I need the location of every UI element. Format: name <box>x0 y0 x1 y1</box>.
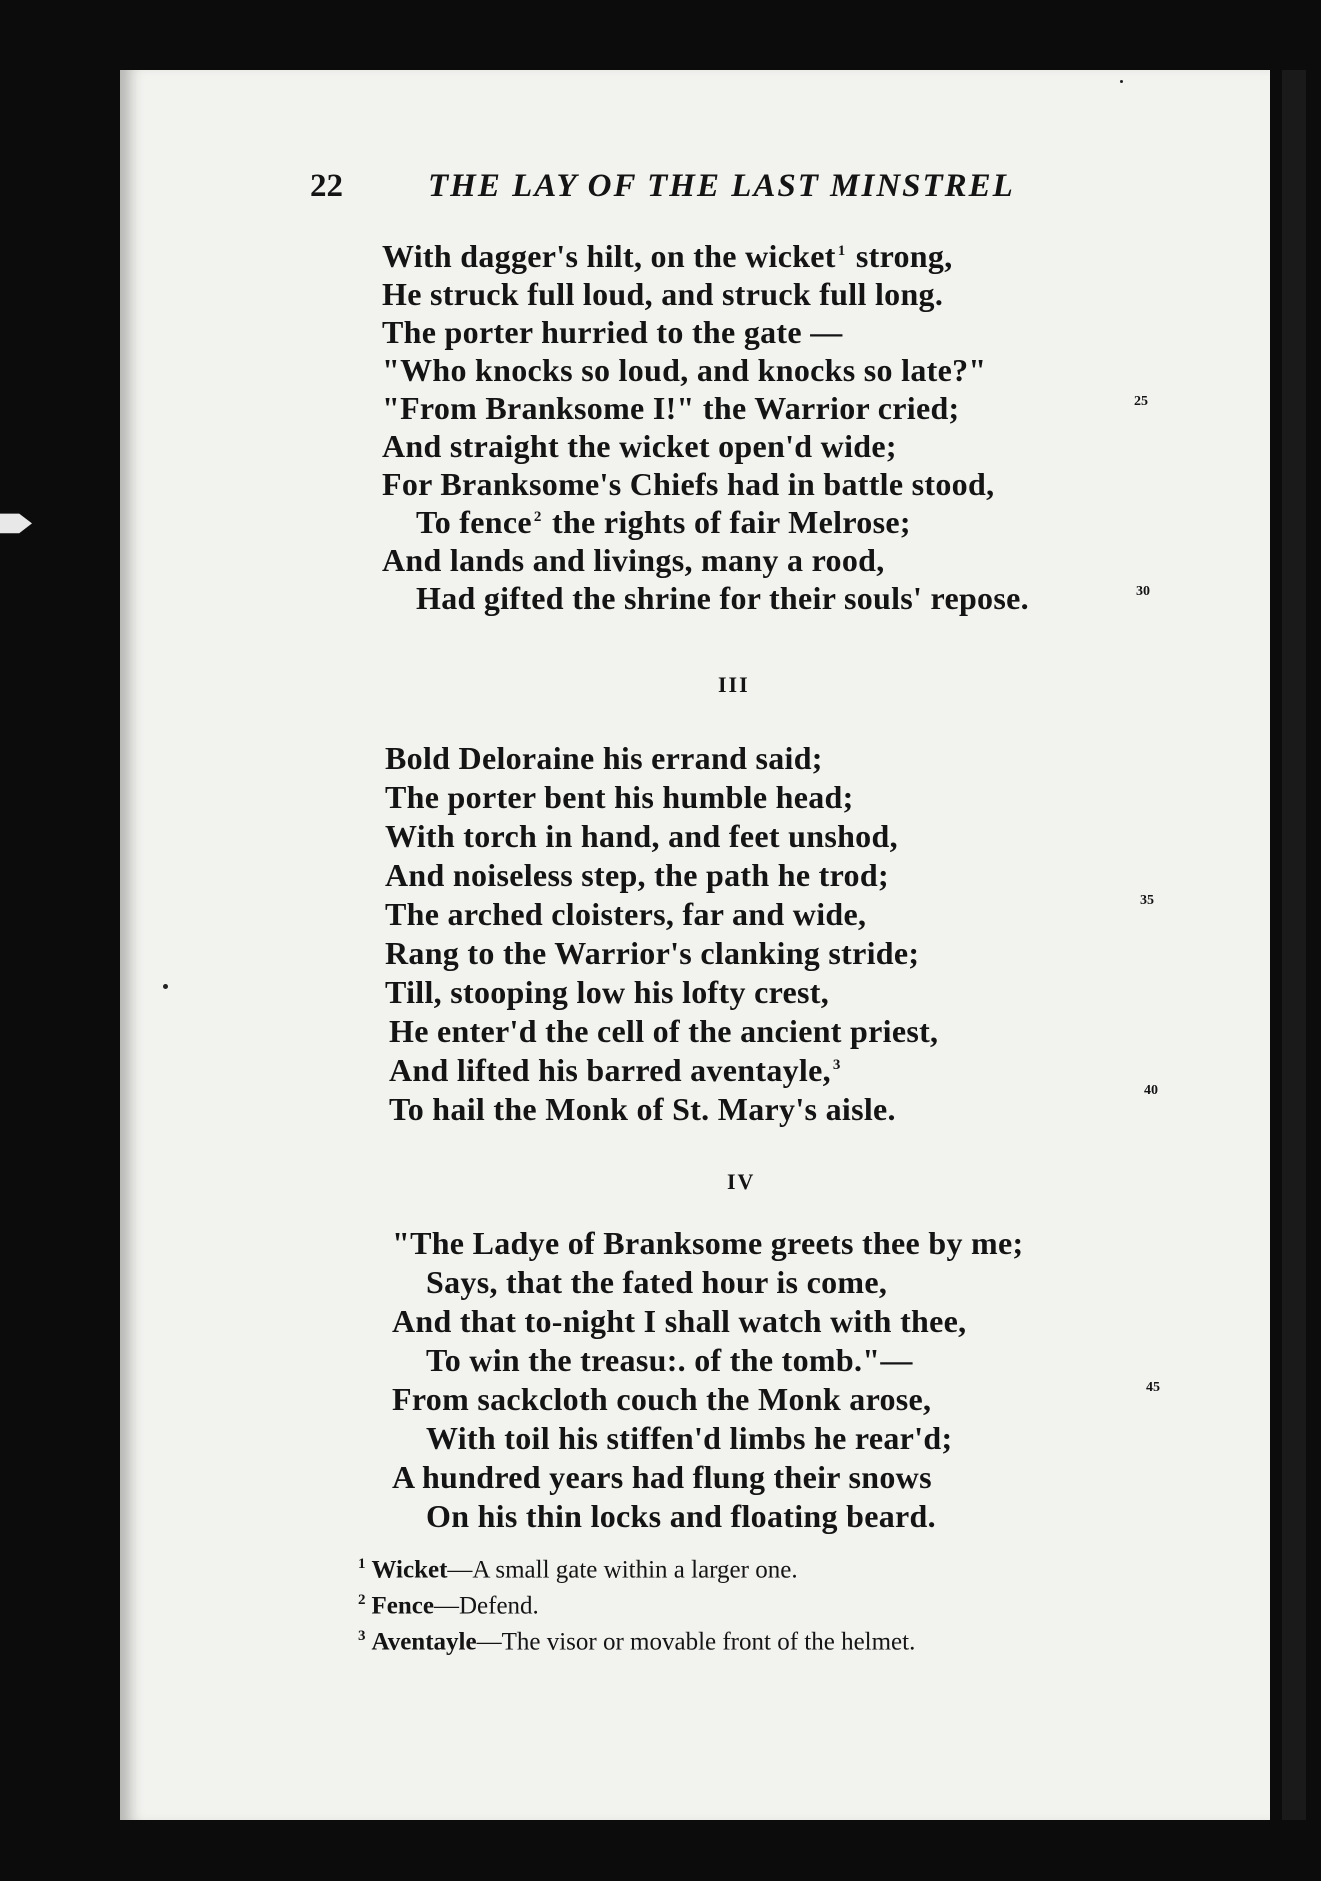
verse-line: Rang to the Warrior's clanking stride; <box>385 935 920 971</box>
verse-line: And lands and livings, many a rood, <box>382 542 885 578</box>
stanza-number: IV <box>727 1169 756 1194</box>
verse-line: The porter hurried to the gate — <box>382 314 843 350</box>
footnote <box>358 1592 539 1620</box>
line-number: 30 <box>1136 584 1150 599</box>
verse-line: With toil his stiffen'd limbs he rear'd; <box>426 1420 953 1456</box>
footnote-ref: 2 <box>533 509 542 526</box>
scanner-arrow-icon <box>0 508 32 536</box>
facing-page-edge <box>1282 70 1306 1820</box>
verse-line: With dagger's hilt, on the wicket $^1$ strong, <box>382 238 953 274</box>
stanza-number: III <box>718 672 750 697</box>
verse-line: A hundred years had flung their snows <box>392 1459 932 1495</box>
footnote-mark: 2 <box>358 1592 366 1608</box>
footnote-term: Fence <box>371 1592 434 1620</box>
verse-line: Says, that the fated hour is come, <box>426 1264 888 1300</box>
line-number: 35 <box>1140 893 1154 908</box>
page-number: 22 <box>310 168 343 204</box>
footnote-definition: —A small gate within a larger one. <box>447 1556 798 1584</box>
line-number: 40 <box>1144 1083 1158 1098</box>
scan-speck <box>1120 80 1123 83</box>
verse-line: And lifted his barred aventayle, $^3$ <box>389 1052 841 1088</box>
footnote-ref: 3 <box>832 1057 841 1074</box>
footnote-ref: 1 <box>837 243 846 260</box>
verse-line: The porter bent his humble head; <box>385 779 854 815</box>
footnote <box>358 1628 915 1656</box>
verse-line: "The Ladye of Branksome greets thee by me; <box>392 1225 1024 1261</box>
footnote-mark: 3 <box>358 1628 366 1644</box>
verse-line: And straight the wicket open'd wide; <box>382 428 897 464</box>
verse-line: With torch in hand, and feet unshod, <box>385 818 898 854</box>
footnote-term: Wicket <box>371 1556 448 1584</box>
verse-line: He struck full loud, and struck full long. <box>382 276 944 312</box>
verse-line: And that to-night I shall watch with thee, <box>392 1303 967 1339</box>
verse-line: Had gifted the shrine for their souls' repose. <box>416 580 1029 616</box>
footnote <box>358 1556 798 1584</box>
verse-line: Till, stooping low his lofty crest, <box>385 974 830 1010</box>
line-number: 25 <box>1134 394 1148 409</box>
verse-line: On his thin locks and floating beard. <box>426 1498 936 1534</box>
footnote-definition: —Defend. <box>433 1592 539 1620</box>
verse-line: From sackcloth couch the Monk arose, <box>392 1381 932 1417</box>
verse-line: "Who knocks so loud, and knocks so late?" <box>382 352 987 388</box>
scan-speck <box>163 984 168 989</box>
verse-line: To fence $^2$ the rights of fair Melrose; <box>416 504 911 540</box>
footnote-term: Aventayle <box>371 1628 477 1656</box>
verse-line: For Branksome's Chiefs had in battle stood, <box>382 466 995 502</box>
verse-line: Bold Deloraine his errand said; <box>385 740 823 776</box>
verse-line: "From Branksome I!" the Warrior cried; <box>382 390 960 426</box>
verse-line: He enter'd the cell of the ancient priest, <box>389 1013 939 1049</box>
footnote-definition: —The visor or movable front of the helmet. <box>476 1628 916 1656</box>
line-number: 45 <box>1146 1380 1160 1395</box>
verse-line: To hail the Monk of St. Mary's aisle. <box>389 1091 896 1127</box>
running-title: THE LAY OF THE LAST MINSTREL <box>428 168 1015 204</box>
verse-line: To win the treasu:. of the tomb."— <box>426 1342 913 1378</box>
verse-line: The arched cloisters, far and wide, <box>385 896 867 932</box>
verse-line: And noiseless step, the path he trod; <box>385 857 889 893</box>
footnote-mark: 1 <box>358 1556 366 1572</box>
